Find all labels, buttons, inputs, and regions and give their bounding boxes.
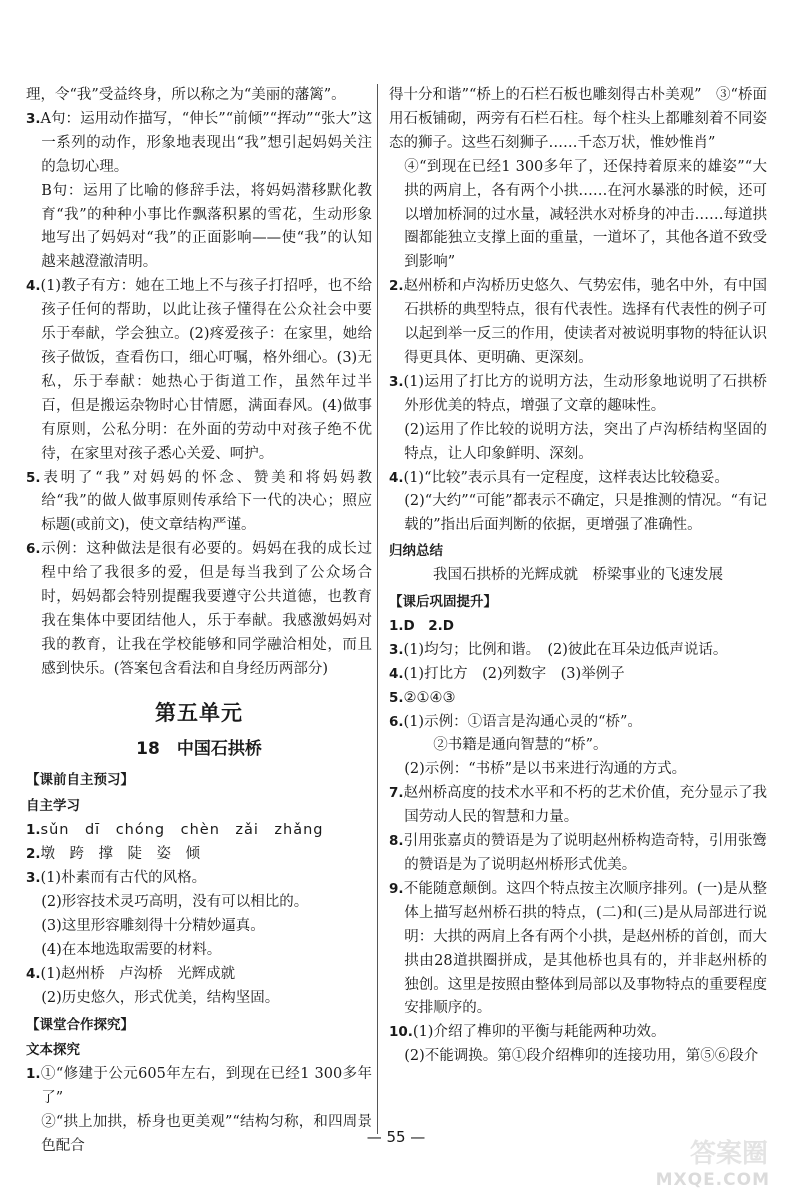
answer-text: (1)运用了打比方的说明方法，生动形象地说明了石拱桥外形优美的特点，增强了文章的趣味性。	[403, 373, 767, 414]
answer-text: (4)在本地选取需要的材料。	[41, 941, 222, 958]
section-heading: 【课后巩固提升】	[389, 594, 497, 611]
item-number: 1.	[26, 822, 41, 839]
answer-text: 得十分和谐”“桥上的石栏石板也雕刻得古朴美观” ③“桥面用石板铺砌，两旁有石栏石柱。每个柱头上都雕刻着不同姿态的狮子。这些石刻狮子……千态万状，惟妙惟肖”	[389, 87, 767, 151]
answer-item-6	[26, 538, 372, 681]
answer-text: (2)不能调换。第①段介绍榫卯的连接功用，第⑤⑥段介	[404, 1048, 759, 1065]
answer-item-4	[389, 467, 767, 491]
summary-text: 我国石拱桥的光辉成就 桥梁事业的飞速发展	[433, 567, 723, 584]
answer-item-3b	[389, 639, 767, 663]
answer-item-3	[389, 371, 767, 419]
answer-text: 墩 跨 撑 陡 姿 倾	[40, 846, 201, 863]
answer-text: (1)教子有方：她在工地上不与孩子打招呼，也不给孩子任何的帮助，以此让孩子懂得在公众社会中要乐于奉献，学会独立。(2)疼爱孩子：在家里，她给孩子做饭，查看伤口，细心叮嘱，格外细心。(3)无私，乐于奉献：她热心于街道工作，虽然年过半百，但是搬运杂物时心甘情愿，满面春风。(4)做事有原则，公私分明：在外面的劳动中对孩子绝不优待，在家里对孩子悉心关爱、呵护。	[40, 278, 372, 462]
item-number: 8.	[389, 833, 404, 850]
item-number: 7.	[389, 785, 404, 802]
answer-item-1-2: 1.D 2.D	[389, 617, 454, 634]
answer-item-5	[26, 467, 372, 539]
section-heading: 【课前自主预习】	[26, 772, 134, 789]
answer-text: (2)运用了作比较的说明方法，突出了卢沟桥结构坚固的特点，让人印象鲜明、深刻。	[404, 421, 767, 462]
answer-text: (1)介绍了榫卯的平衡与耗能两种功效。	[412, 1024, 666, 1041]
item-number: 4.	[389, 665, 404, 682]
item-number: 6.	[389, 713, 404, 730]
answer-text: (1)示例：①语言是沟通心灵的“桥”。	[403, 713, 642, 730]
answer-text: (1)打比方 (2)列数字 (3)举例子	[403, 665, 625, 682]
answer-item-9	[389, 878, 767, 1021]
item-number: 3.	[389, 641, 404, 658]
answer-text: (3)这里形容雕刻得十分精妙逼真。	[41, 917, 265, 934]
item-number: 1.	[26, 1066, 41, 1083]
answer-text: 赵州桥高度的技术水平和不朽的艺术价值，充分显示了我国劳动人民的智慧和力量。	[403, 785, 767, 826]
page-number: — 55 —	[366, 1128, 426, 1146]
answer-item-7	[389, 782, 767, 830]
left-column	[26, 84, 372, 1159]
answer-text: A句：运用动作描写，“伸长”“前倾”“挥动”“张大”这一系列的动作，形象地表现出“我”想引起妈妈关注的急切心理。	[40, 110, 372, 175]
answer-text: (1)朴素而有古代的风格。	[40, 870, 207, 887]
answer-text: ②①④③	[403, 689, 456, 706]
answer-text: (1)赵州桥 卢沟桥 光辉成就	[40, 965, 236, 982]
right-column	[389, 84, 767, 1069]
column-divider	[377, 84, 378, 1134]
answer-item-p4	[26, 963, 372, 987]
answer-item-10	[389, 1021, 767, 1045]
item-number: 6.	[26, 541, 41, 558]
answer-text: (1)均匀；比例和谐。 (2)彼此在耳朵边低声说话。	[403, 641, 728, 658]
section-heading: 【课堂合作探究】	[26, 1016, 134, 1033]
answer-text: B句：运用了比喻的修辞手法，将妈妈潜移默化教育“我”的种种小事比作飘落积累的雪花，生动形象地写出了妈妈对“我”的正面影响——使“我”的认知越来越澄澈清明。	[41, 182, 372, 271]
answer-item-4b	[389, 663, 767, 687]
answer-text: (1)“比较”表示具有一定程度，这样表达比较稳妥。	[403, 469, 729, 486]
answer-text: 引用张嘉贞的赞语是为了说明赵州桥构造奇特，引用张𬸦的赞语是为了说明赵州桥形式优美。	[403, 833, 767, 873]
answer-item-p3	[26, 867, 372, 891]
item-number: 3.	[26, 870, 41, 887]
lesson-title: 18 中国石拱桥	[136, 738, 262, 759]
item-number: 2.	[26, 846, 41, 863]
item-number: 10.	[389, 1024, 413, 1041]
answer-item-p2	[26, 843, 372, 867]
answer-text: ②“拱上加拱，桥身也更美观”“结构匀称，和四周景色配合	[41, 1114, 372, 1155]
answer-text: ④“到现在已经1 300多年了，还保持着原来的雄姿”“大拱的两肩上，各有两个小拱……在河水暴涨的时候，还可以增加桥洞的过水量，减轻洪水对桥身的冲击……每道拱圈都能独立支撑上面的重量，一道坏了，其他各道不致受到影响”	[404, 158, 767, 271]
watermark-text: 答案圈	[689, 1139, 768, 1169]
answer-item-2	[389, 275, 767, 371]
item-number: 4.	[389, 469, 404, 486]
answer-item-4	[26, 275, 372, 466]
item-number: 9.	[389, 880, 404, 897]
answer-text: 赵州桥和卢沟桥历史悠久、气势宏伟，驰名中外，有中国石拱桥的典型特点，很有代表性。选择有代表性的例子可以起到举一反三的作用，使读者对被说明事物的特征认识得更具体、更明确、更深刻。	[403, 278, 767, 366]
subsection-heading: 文本探究	[26, 1042, 80, 1059]
answer-item-5b	[389, 687, 767, 711]
subsection-heading: 自主学习	[26, 798, 80, 815]
answer-text: (2)示例：“书桥”是以书来进行沟通的方式。	[404, 761, 687, 778]
item-number: 5.	[26, 469, 41, 486]
answer-item-6b	[389, 711, 767, 735]
answer-text: (2)历史悠久，形式优美，结构坚固。	[41, 989, 280, 1006]
answer-text: (2)形容技术灵巧高明，没有可以相比的。	[41, 894, 309, 910]
answer-item-3	[26, 108, 372, 180]
item-number: 2.	[389, 278, 404, 295]
unit-title: 第五单元	[155, 700, 243, 725]
watermark-url: MXQE.COM	[655, 1170, 770, 1190]
item-number: 3.	[26, 110, 41, 127]
answer-text: 表明了“我”对妈妈的怀念、赞美和将妈妈教给“我”的做人做事原则传承给下一代的决心；照应标题(或前文)，使文章结构严谨。	[40, 469, 372, 534]
answer-text: 示例：这种做法是很有必要的。妈妈在我的成长过程中给了我很多的爱，但是每当我到了公众场合时，妈妈都会特别提醒我要遵守公共道德，也教育我在集体中要团结他人，乐于奉献。我感激妈妈对我的教育，让我在学校能够和同学融洽相处，而且感到快乐。(答案包含看法和自身经历两部分)	[40, 541, 372, 677]
answer-text: (2)“大约”“可能”都表示不确定，只是推测的情况。“有记载的”指出后面判断的依据，更增强了准确性。	[404, 493, 767, 534]
answer-item-8	[389, 830, 767, 878]
item-number: 3.	[389, 373, 404, 390]
subsection-heading: 归纳总结	[389, 543, 443, 560]
answer-item-e1	[26, 1063, 372, 1111]
answer-text: 理，令“我”受益终身，所以称之为“美丽的藩篱”。	[26, 87, 346, 103]
answer-item-p1	[26, 819, 372, 843]
item-number: 4.	[26, 278, 41, 295]
watermark-logo	[656, 1134, 778, 1192]
answer-text: 不能随意颠倒。这四个特点按主次顺序排列。(一)是从整体上描写赵州桥石拱的特点，(二)和(三)是从局部进行说明：大拱的两肩上各有两个小拱，是赵州桥的首创，而大拱由28道拱圈拼成，是其他桥也具有的，并非赵州桥的独创。这里是按照由整体到局部以及事物特点的重要程度安排顺序的。	[403, 880, 767, 1017]
answer-text: ①“修建于公元605年左右，到现在已经1 300多年了”	[40, 1066, 372, 1107]
item-number: 4.	[26, 965, 41, 982]
pinyin-answer: sǔn dī chóng chèn zǎi zhǎng	[40, 822, 324, 839]
item-number: 5.	[389, 689, 404, 706]
answer-text: ②书籍是通向智慧的“桥”。	[433, 737, 608, 754]
